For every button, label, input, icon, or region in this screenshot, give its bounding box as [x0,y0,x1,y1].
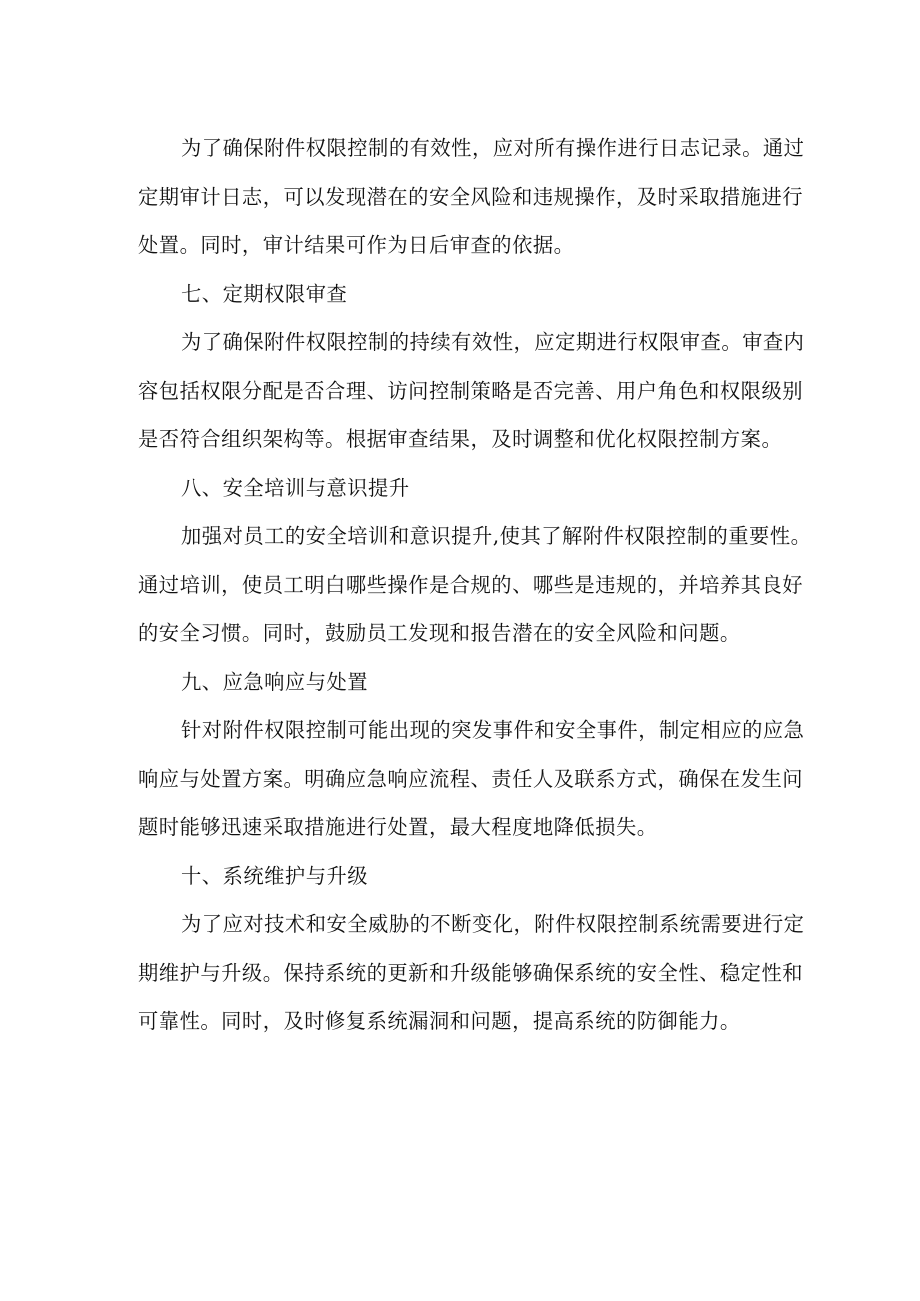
text-line: 为了确保附件权限控制的持续有效性，应定期进行权限审查。审查内 [181,330,805,354]
text-line: 定期审计日志，可以发现潜在的安全风险和违规操作，及时采取措施进行 [138,184,804,209]
paragraph-training [138,512,812,658]
text-line: 期维护与升级。保持系统的更新和升级能够确保系统的安全性、稳定性和 [138,960,804,985]
text-line: 响应与处置方案。明确应急响应流程、责任人及联系方式，确保在发生问 [138,766,804,791]
text-line: 针对附件权限控制可能出现的突发事件和安全事件，制定相应的应急 [181,718,805,742]
document-body [138,124,812,1046]
text-line: 为了应对技术和安全威胁的不断变化，附件权限控制系统需要进行定 [181,912,805,936]
text-line: 处置。同时，审计结果可作为日后审查的依据。 [138,233,575,257]
text-line: 是否符合组织架构等。根据审查结果，及时调整和优化权限控制方案。 [138,427,783,451]
text-line: 为了确保附件权限控制的有效性，应对所有操作进行日志记录。通过 [181,136,805,160]
text-line: 加强对员工的安全培训和意识提升,使其了解附件权限控制的重要性。 [181,524,812,548]
paragraph-logging [138,124,805,270]
text-line: 题时能够迅速采取措施进行处置，最大程度地降低损失。 [138,815,658,839]
paragraph-maintenance [138,900,805,1046]
text-line: 通过培训，使员工明白哪些操作是合规的、哪些是违规的，并培养其良好 [138,572,804,597]
paragraph-emergency [138,706,805,852]
section-heading-9: 九、应急响应与处置 [181,669,369,694]
text-line: 可靠性。同时，及时修复系统漏洞和问题，提高系统的防御能力。 [138,1009,741,1033]
text-line: 的安全习惯。同时，鼓励员工发现和报告潜在的安全风险和问题。 [138,621,741,645]
section-heading-10: 十、系统维护与升级 [181,863,369,888]
section-heading-8: 八、安全培训与意识提升 [181,475,410,500]
section-heading-7: 七、定期权限审查 [181,281,348,306]
paragraph-review [138,318,805,464]
text-line: 容包括权限分配是否合理、访问控制策略是否完善、用户角色和权限级别 [138,378,804,403]
